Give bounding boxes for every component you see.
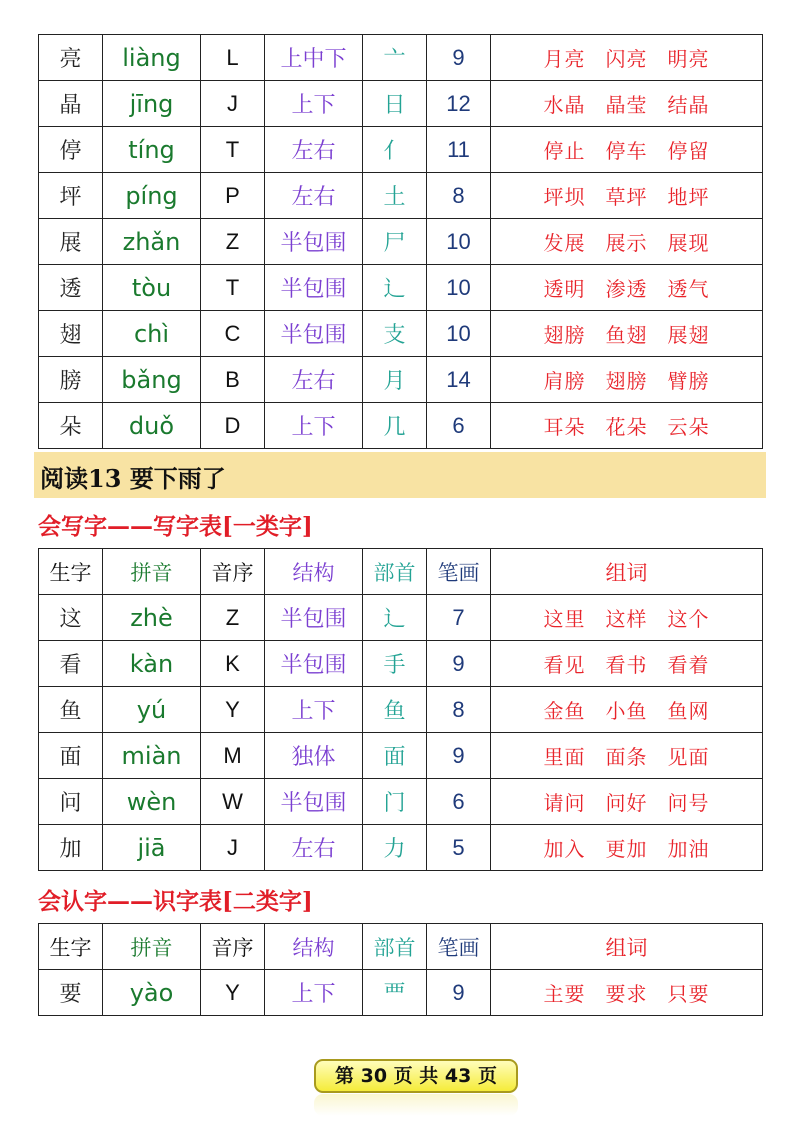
page-indicator: 第 30 页 共 43 页 [314,1059,518,1093]
word: 看见 [543,653,586,677]
word: 地坪 [667,185,710,209]
strokes-cell: 10 [427,311,491,357]
order-cell: Z [201,219,265,265]
word: 展翅 [667,323,710,347]
structure-cell: 半包围 [265,779,363,825]
structure-cell: 上下 [265,687,363,733]
word: 展示 [605,231,648,255]
pinyin-cell: tòu [103,265,201,311]
radical-cell: 力 [363,825,427,871]
order-cell: L [201,35,265,81]
word: 云朵 [667,415,710,439]
char-cell: 展 [39,219,103,265]
char-cell: 停 [39,127,103,173]
words-cell [491,687,763,733]
header-structure: 结构 [265,924,363,970]
word: 明亮 [667,47,710,71]
word: 面条 [605,745,648,769]
structure-cell: 半包围 [265,265,363,311]
pinyin-cell: zhǎn [103,219,201,265]
radical-cell: 亻 [363,127,427,173]
pinyin-cell: píng [103,173,201,219]
table-row [39,357,763,403]
word: 翅膀 [543,323,586,347]
structure-cell: 半包围 [265,219,363,265]
header-words: 组词 [491,924,763,970]
order-cell: M [201,733,265,779]
structure-cell: 左右 [265,825,363,871]
words-cell [491,595,763,641]
header-order: 音序 [201,924,265,970]
char-cell: 问 [39,779,103,825]
strokes-cell: 10 [427,265,491,311]
word: 只要 [667,982,710,1006]
words-cell [491,733,763,779]
header-strokes: 笔画 [427,924,491,970]
table-row [39,641,763,687]
pinyin-cell: chì [103,311,201,357]
table-row [39,595,763,641]
table-row [39,970,763,1016]
word: 月亮 [543,47,586,71]
header-pinyin: 拼音 [103,924,201,970]
radical-cell: 覀 [363,970,427,1016]
order-cell: W [201,779,265,825]
order-cell: P [201,173,265,219]
order-cell: Z [201,595,265,641]
section-read-title: 会认字——识字表[二类字] [38,888,313,915]
structure-cell: 半包围 [265,311,363,357]
word: 问号 [667,791,710,815]
header-radical: 部首 [363,549,427,595]
order-cell: C [201,311,265,357]
char-cell: 要 [39,970,103,1016]
char-cell: 面 [39,733,103,779]
order-cell: J [201,825,265,871]
lesson-banner [34,452,766,498]
strokes-cell: 14 [427,357,491,403]
word: 加油 [667,837,710,861]
words-cell [491,357,763,403]
structure-cell: 上下 [265,970,363,1016]
radical-cell: 辶 [363,265,427,311]
radical-cell: 月 [363,357,427,403]
pinyin-cell: zhè [103,595,201,641]
table-row [39,35,763,81]
section-write-title: 会写字——写字表[一类字] [38,513,313,540]
order-cell: Y [201,970,265,1016]
radical-cell: 鱼 [363,687,427,733]
header-strokes: 笔画 [427,549,491,595]
word: 加入 [543,837,586,861]
strokes-cell: 6 [427,403,491,449]
pinyin-cell: duǒ [103,403,201,449]
structure-cell: 上下 [265,81,363,127]
words-cell [491,311,763,357]
strokes-cell: 9 [427,35,491,81]
words-cell [491,219,763,265]
order-cell: K [201,641,265,687]
strokes-cell: 9 [427,641,491,687]
words-cell [491,970,763,1016]
word: 这个 [667,607,710,631]
char-cell: 加 [39,825,103,871]
pinyin-cell: jīng [103,81,201,127]
word: 展现 [667,231,710,255]
word: 花朵 [605,415,648,439]
char-cell: 鱼 [39,687,103,733]
lesson-title: 阅读13 要下雨了 [40,464,226,493]
word: 翅膀 [605,369,648,393]
word: 肩膀 [543,369,586,393]
word: 问好 [605,791,648,815]
char-table-read [38,923,763,1016]
word: 臂膀 [667,369,710,393]
header-structure: 结构 [265,549,363,595]
header-order: 音序 [201,549,265,595]
word: 更加 [605,837,648,861]
strokes-cell: 8 [427,173,491,219]
word: 要求 [605,982,648,1006]
structure-cell: 左右 [265,357,363,403]
pinyin-cell: jiā [103,825,201,871]
table-row [39,779,763,825]
table-row [39,825,763,871]
word: 这里 [543,607,586,631]
word: 透气 [667,277,710,301]
pinyin-cell: miàn [103,733,201,779]
header-char: 生字 [39,924,103,970]
structure-cell: 左右 [265,173,363,219]
strokes-cell: 9 [427,970,491,1016]
word: 里面 [543,745,586,769]
radical-cell: 门 [363,779,427,825]
word: 发展 [543,231,586,255]
page-indicator-reflection [314,1094,518,1116]
strokes-cell: 7 [427,595,491,641]
table-row [39,219,763,265]
pinyin-cell: bǎng [103,357,201,403]
word: 鱼网 [667,699,710,723]
words-cell [491,825,763,871]
word: 停止 [543,139,586,163]
char-cell: 膀 [39,357,103,403]
structure-cell: 左右 [265,127,363,173]
pinyin-cell: liàng [103,35,201,81]
structure-cell: 上中下 [265,35,363,81]
words-cell [491,779,763,825]
structure-cell: 上下 [265,403,363,449]
word: 停车 [605,139,648,163]
structure-cell: 半包围 [265,641,363,687]
order-cell: D [201,403,265,449]
word: 小鱼 [605,699,648,723]
word: 看书 [605,653,648,677]
structure-cell: 独体 [265,733,363,779]
word: 停留 [667,139,710,163]
word: 闪亮 [605,47,648,71]
table-row [39,403,763,449]
table-row [39,265,763,311]
radical-cell: 土 [363,173,427,219]
header-char: 生字 [39,549,103,595]
table-header-row [39,924,763,970]
header-words: 组词 [491,549,763,595]
char-cell: 坪 [39,173,103,219]
strokes-cell: 6 [427,779,491,825]
word: 结晶 [667,93,710,117]
strokes-cell: 11 [427,127,491,173]
words-cell [491,173,763,219]
words-cell [491,265,763,311]
word: 水晶 [543,93,586,117]
pinyin-cell: kàn [103,641,201,687]
radical-cell: 亠 [363,35,427,81]
table-header-row [39,549,763,595]
header-pinyin: 拼音 [103,549,201,595]
word: 请问 [543,791,586,815]
table-row [39,127,763,173]
char-cell: 透 [39,265,103,311]
words-cell [491,403,763,449]
order-cell: Y [201,687,265,733]
word: 透明 [543,277,586,301]
radical-cell: 日 [363,81,427,127]
strokes-cell: 5 [427,825,491,871]
order-cell: J [201,81,265,127]
word: 金鱼 [543,699,586,723]
order-cell: T [201,127,265,173]
words-cell [491,127,763,173]
char-cell: 看 [39,641,103,687]
table-row [39,311,763,357]
radical-cell: 手 [363,641,427,687]
strokes-cell: 10 [427,219,491,265]
radical-cell: 面 [363,733,427,779]
radical-cell: 尸 [363,219,427,265]
strokes-cell: 9 [427,733,491,779]
word: 渗透 [605,277,648,301]
table-row [39,173,763,219]
order-cell: T [201,265,265,311]
radical-cell: 几 [363,403,427,449]
word: 这样 [605,607,648,631]
words-cell [491,641,763,687]
pinyin-cell: yú [103,687,201,733]
pinyin-cell: yào [103,970,201,1016]
pinyin-cell: tíng [103,127,201,173]
word: 主要 [543,982,586,1006]
words-cell [491,35,763,81]
word: 看着 [667,653,710,677]
char-table-continued [38,34,763,449]
strokes-cell: 8 [427,687,491,733]
table-row [39,81,763,127]
radical-cell: 支 [363,311,427,357]
structure-cell: 半包围 [265,595,363,641]
word: 鱼翅 [605,323,648,347]
word: 见面 [667,745,710,769]
word: 草坪 [605,185,648,209]
pinyin-cell: wèn [103,779,201,825]
word: 耳朵 [543,415,586,439]
header-radical: 部首 [363,924,427,970]
radical-cell: 辶 [363,595,427,641]
word: 坪坝 [543,185,586,209]
char-cell: 翅 [39,311,103,357]
char-cell: 朵 [39,403,103,449]
order-cell: B [201,357,265,403]
word: 晶莹 [605,93,648,117]
words-cell [491,81,763,127]
char-cell: 这 [39,595,103,641]
table-row [39,733,763,779]
strokes-cell: 12 [427,81,491,127]
char-cell: 亮 [39,35,103,81]
char-table-write [38,548,763,871]
table-row [39,687,763,733]
char-cell: 晶 [39,81,103,127]
